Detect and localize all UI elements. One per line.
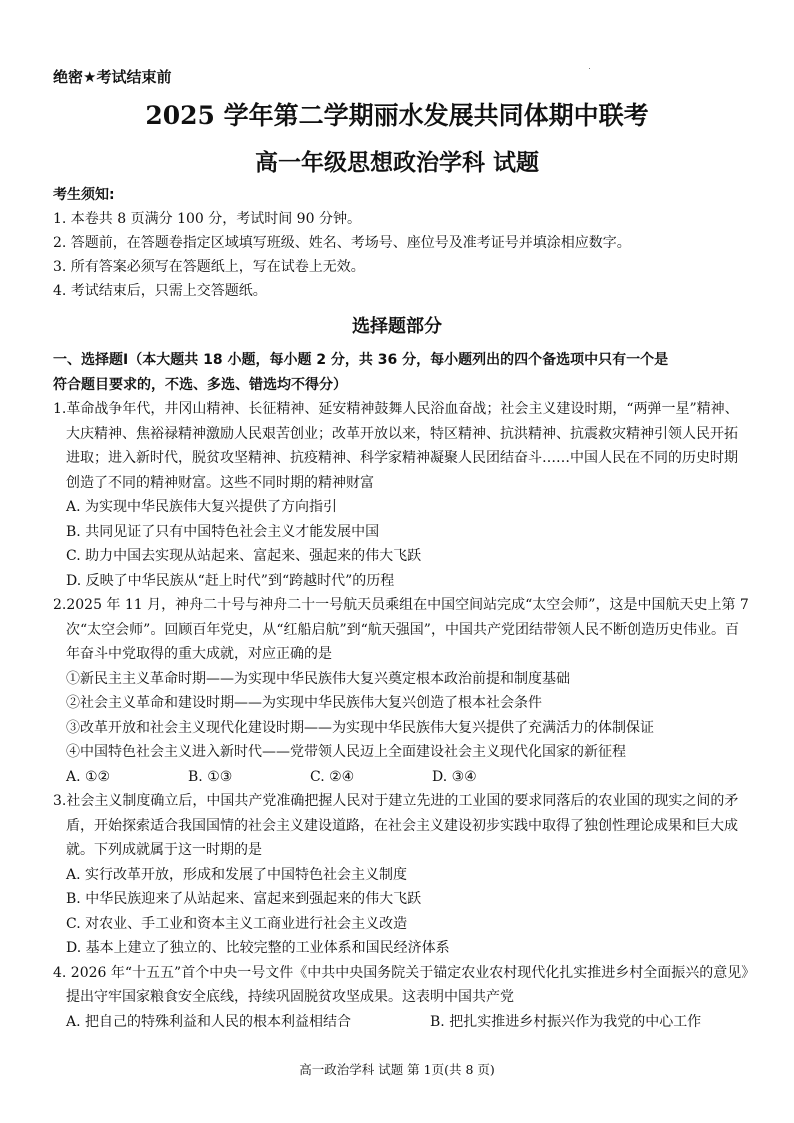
option-a: A. 实行改革开放，形成和发展了中国特色社会主义制度	[66, 866, 408, 883]
notice-heading: 考生须知:	[53, 187, 115, 203]
question-stem: 3.社会主义制度确立后，中国共产党准确把握人民对于建立先进的工业国的要求同落后的农业国的现实之间的矛盾，开始探索适合我国国情的社会主义建设道路，在社会主义建设初步实践中取得了独创性理论成果和巨大成就。下列成就属于这一时期的是	[53, 793, 739, 858]
notice-item: 1. 本卷共 8 页满分 100 分，考试时间 90 分钟。	[53, 211, 361, 227]
question-stem: 1.革命战争年代，井冈山精神、长征精神、延安精神鼓舞人民浴血奋战；社会主义建设时期，“两弹一星”精神、大庆精神、焦裕禄精神激励人民艰苦创业；改革开放以来，特区精神、抗洪精神、抗震救灾精神引领人民开拓进取；进入新时代，脱贫攻坚精神、抗疫精神、科学家精神凝聚人民团结奋斗……中国人民在不同的历史时期创造了不同的精神财富。这些不同时期的精神财富	[53, 401, 739, 491]
questions-area	[53, 348, 749, 1034]
statement-1: ①新民主主义革命时期——为实现中华民族伟大复兴奠定根本政治前提和制度基础	[66, 670, 570, 687]
question-stem: 2.2025 年 11 月，神舟二十号与神舟二十一号航天员乘组在中国空间站完成“太空会师”，这是中国航天史上第 7 次“太空会师”。回顾百年党史，从“红船启航”到“航天强国”，中国共产党团结带领人民不断创造历史伟业。百年奋斗中党取得的重大成就，对应正确的是	[53, 597, 749, 662]
option-c: C. 助力中国去实现从站起来、富起来、强起来的伟大飞跃	[66, 548, 422, 564]
question-stem: 4. 2026 年“十五五”首个中央一号文件《中共中央国务院关于锚定农业农村现代化扎实推进乡村全面振兴的意见》提出守牢国家粮食安全底线，持续巩固脱贫攻坚成果。这表明中国共产党	[53, 964, 749, 1005]
option-b: B. 把扎实推进乡村振兴作为我党的中心工作	[430, 1013, 702, 1030]
option-b: B. 共同见证了只有中国特色社会主义才能发展中国	[66, 523, 380, 540]
option-d: D. 反映了中华民族从“赶上时代”到“跨越时代”的历程	[66, 572, 395, 589]
candidate-notice	[53, 183, 753, 303]
option-d: D. 基本上建立了独立的、比较完整的工业体系和国民经济体系	[66, 940, 450, 956]
exam-subtitle: 高一年级思想政治学科 试题	[254, 149, 539, 176]
part-heading-line: 一、选择题Ⅰ（本大题共 18 小题，每小题 2 分，共 36 分，每小题列出的四个备选项中只有一个是	[53, 352, 669, 368]
statement-3: ③改革开放和社会主义现代化建设时期——为实现中华民族伟大复兴提供了充满活力的体制保证	[66, 719, 654, 736]
statement-2: ②社会主义革命和建设时期——为实现中华民族伟大复兴创造了根本社会条件	[66, 695, 542, 711]
option-row	[53, 765, 749, 790]
notice-item: 3. 所有答案必须写在答题纸上，写在试卷上无效。	[53, 259, 365, 275]
option-a: A. ①②	[66, 768, 111, 785]
question-2	[53, 593, 749, 789]
section-title: 选择题部分	[352, 316, 442, 337]
notice-item: 2. 答题前，在答题卷指定区域填写班级、姓名、考场号、座位号及准考证号并填涂相应数字。	[53, 235, 631, 251]
page-footer: 高一政治学科 试题 第 1页(共 8 页)	[299, 1062, 495, 1077]
option-a: A. 把自己的特殊利益和人民的根本利益相结合	[66, 1013, 352, 1030]
scan-speck	[589, 68, 590, 69]
option-a: A. 为实现中华民族伟大复兴提供了方向指引	[66, 499, 338, 515]
option-b: B. 中华民族迎来了从站起来、富起来到强起来的伟大飞跃	[66, 891, 422, 907]
part-heading-line: 符合题目要求的，不选、多选、错选均不得分）	[53, 376, 347, 393]
option-c: C. 对农业、手工业和资本主义工商业进行社会主义改造	[66, 915, 408, 932]
notice-item: 4. 考试结束后，只需上交答题纸。	[53, 283, 267, 299]
question-1	[53, 397, 749, 593]
option-b: B. ①③	[188, 768, 233, 785]
option-c: C. ②④	[310, 768, 355, 785]
secret-label: 绝密★考试结束前	[53, 68, 172, 86]
question-4	[53, 961, 749, 1035]
option-d: D. ③④	[432, 768, 477, 785]
part-heading	[53, 348, 749, 397]
option-row	[53, 1010, 749, 1035]
exam-title: 2025 学年第二学期丽水发展共同体期中联考	[145, 101, 649, 130]
statement-4: ④中国特色社会主义进入新时代——党带领人民迈上全面建设社会主义现代化国家的新征程	[66, 744, 626, 760]
question-3	[53, 789, 749, 961]
